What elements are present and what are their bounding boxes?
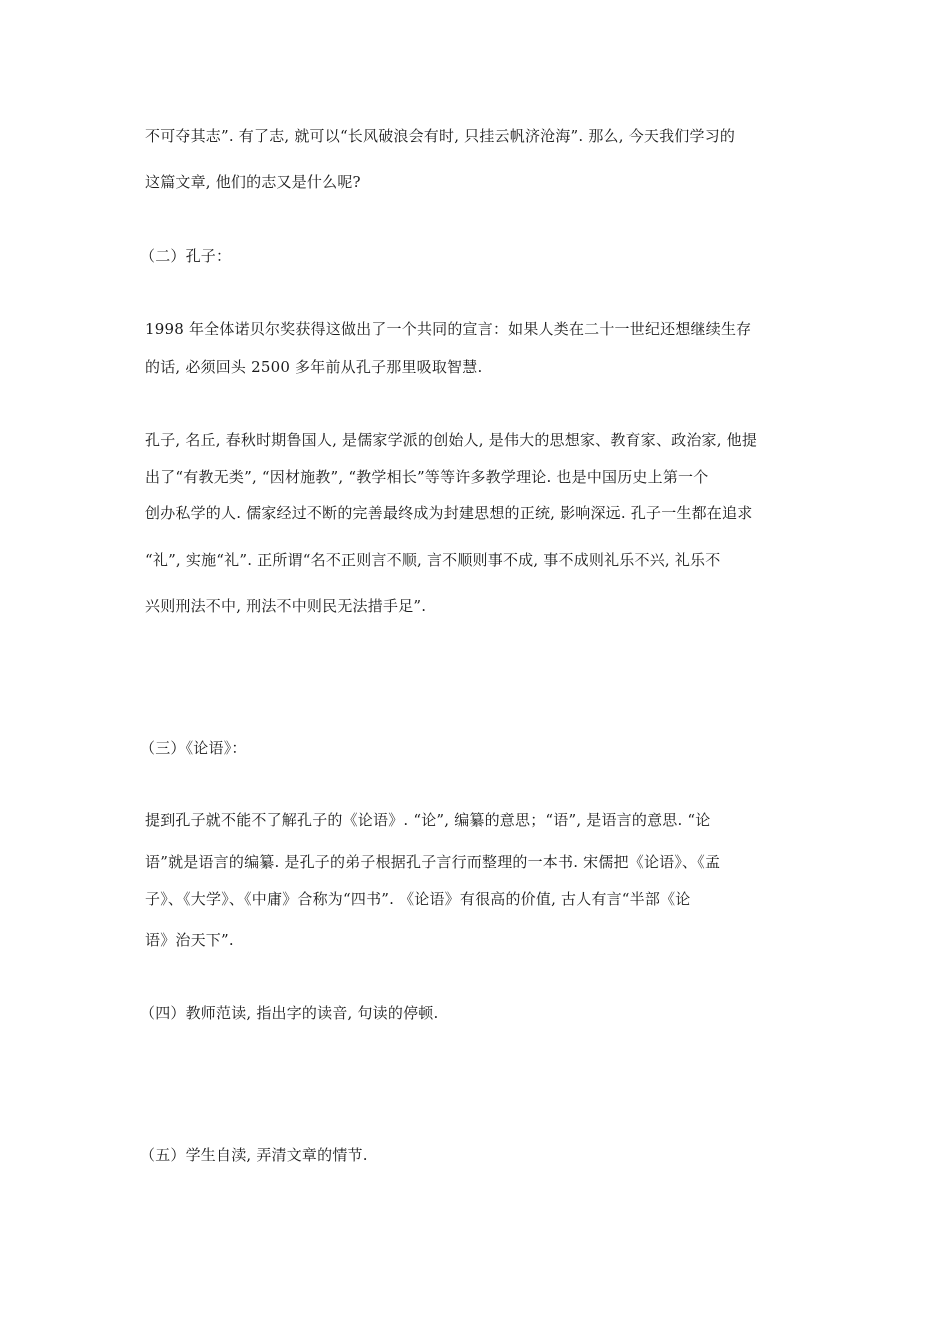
intro-line-1: 不可夺其志”. 有了志, 就可以“长风破浪会有时, 只挂云帆济沧海”. 那么, 今天我们学习的 [145,127,736,145]
intro-line-2: 这篇文章, 他们的志又是什么呢? [145,173,361,191]
section2-heading: （二）孔子： [140,247,232,265]
section2-para2-line-1: 孔子, 名丘, 春秋时期鲁国人, 是儒家学派的创始人, 是伟大的思想家、教育家、政治家, 他提 [145,431,758,449]
section3-para-line-2: 语”就是语言的编纂. 是孔子的弟子根据孔子言行而整理的一本书. 宋儒把《论语》、《孟 [145,853,721,871]
section3-para-line-4: 语》治天下”. [145,931,234,949]
section3-para-line-1: 提到孔子就不能不了解孔子的《论语》. “论”, 编纂的意思；“语”, 是语言的意思. “论 [145,811,711,829]
section5-heading: （五）学生自渎, 弄清文章的情节. [140,1146,368,1164]
section2-para2-line-5: 兴则刑法不中, 刑法不中则民无法措手足”. [145,597,427,615]
section2-para1-line-2: 的话, 必须回头 2500 多年前从孔子那里吸取智慧. [145,358,483,376]
section2-para2-line-2: 出了“有教无类”, “因材施教”, “教学相长”等等许多教学理论. 也是中国历史上第一个 [145,468,709,486]
section2-para1-line-1: 1998 年全体诺贝尔奖获得这做出了一个共同的宣言：如果人类在二十一世纪还想继续生存 [145,320,752,338]
section2-para2-line-4: “礼”, 实施“礼”. 正所谓“名不正则言不顺, 言不顺则事不成, 事不成则礼乐不兴, 礼乐不 [145,551,721,569]
section3-heading: （三）《论语》： [140,739,247,757]
section3-para-line-3: 子》、《大学》、《中庸》合称为“四书”. 《论语》有很高的价值, 古人有言“半部《论 [145,890,691,908]
section4-heading: （四）教师范读, 指出字的读音, 句读的停顿. [140,1004,439,1022]
section2-para2-line-3: 创办私学的人. 儒家经过不断的完善最终成为封建思想的正统, 影响深远. 孔子一生都在追求 [145,504,753,522]
